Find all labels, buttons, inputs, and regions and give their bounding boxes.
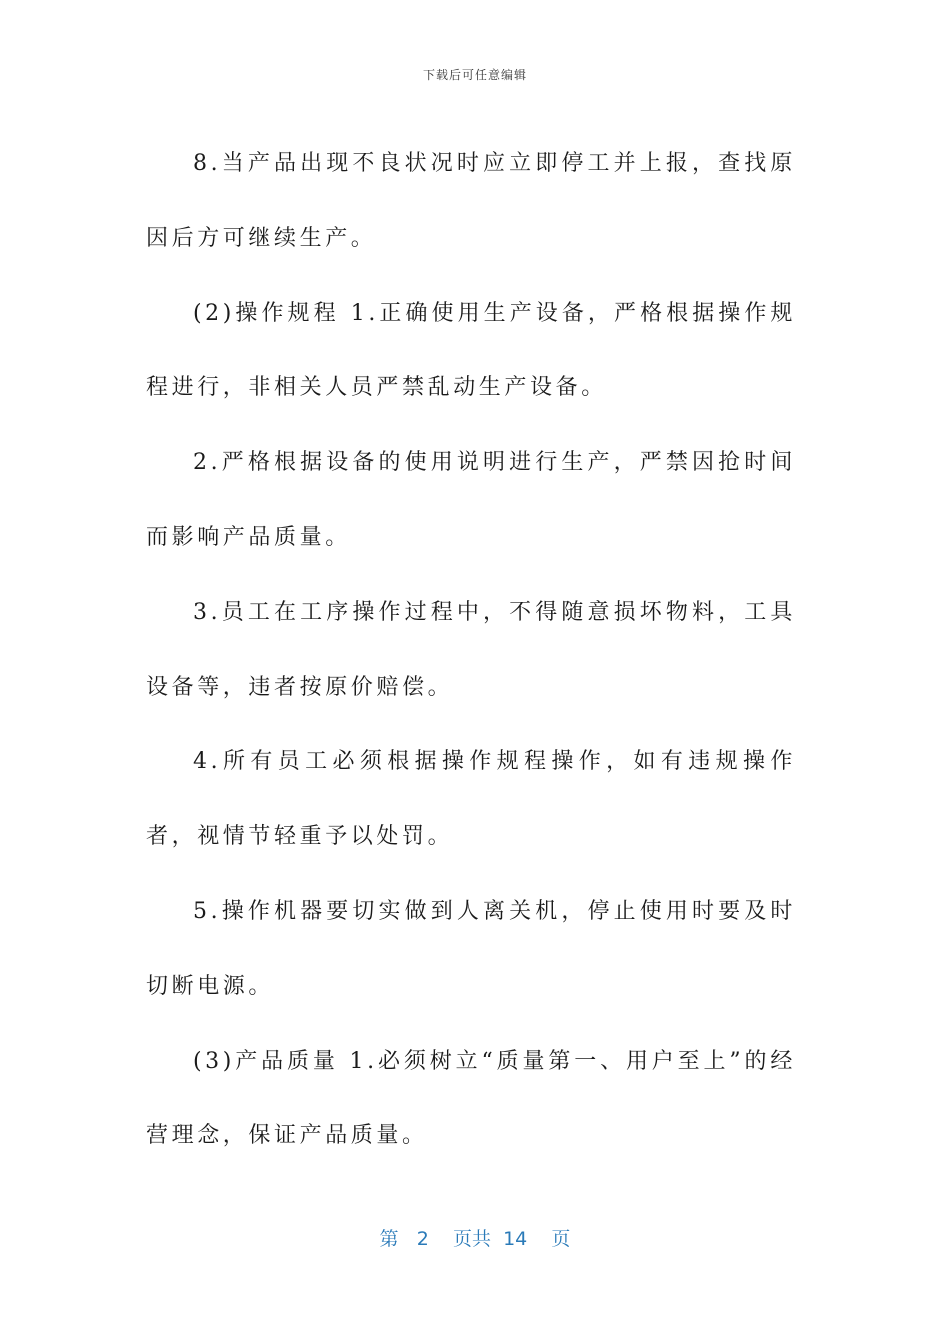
footer-suffix: 页	[551, 1228, 571, 1250]
paragraph-product-quality: (3)产品质量 1.必须树立“质量第一、用户至上”的经营理念，保证产品质量。	[146, 1048, 796, 1149]
footer-middle: 页共	[452, 1228, 491, 1250]
document-body	[146, 127, 796, 1174]
paragraph-rule-4: 4.所有员工必须根据操作规程操作，如有违规操作者，视情节轻重予以处罚。	[146, 749, 796, 850]
paragraph-item-8: 8.当产品出现不良状况时应立即停工并上报，查找原因后方可继续生产。	[146, 151, 796, 251]
paragraph-rule-2: 2.严格根据设备的使用说明进行生产，严禁因抢时间而影响产品质量。	[146, 450, 796, 550]
paragraph-rule-3: 3.员工在工序操作过程中，不得随意损坏物料，工具设备等，违者按原价赔偿。	[146, 599, 796, 700]
total-pages-number: 14	[503, 1228, 528, 1250]
current-page-number: 2	[416, 1228, 429, 1250]
paragraph-rule-5: 5.操作机器要切实做到人离关机，停止使用时要及时切断电源。	[146, 898, 796, 999]
paragraph-operating-rules: (2)操作规程 1.正确使用生产设备，严格根据操作规程进行，非相关人员严禁乱动生产设备。	[146, 300, 796, 401]
header-note: 下载后可任意编辑	[422, 68, 527, 82]
footer-prefix: 第	[379, 1228, 399, 1250]
page-footer	[0, 1224, 950, 1251]
